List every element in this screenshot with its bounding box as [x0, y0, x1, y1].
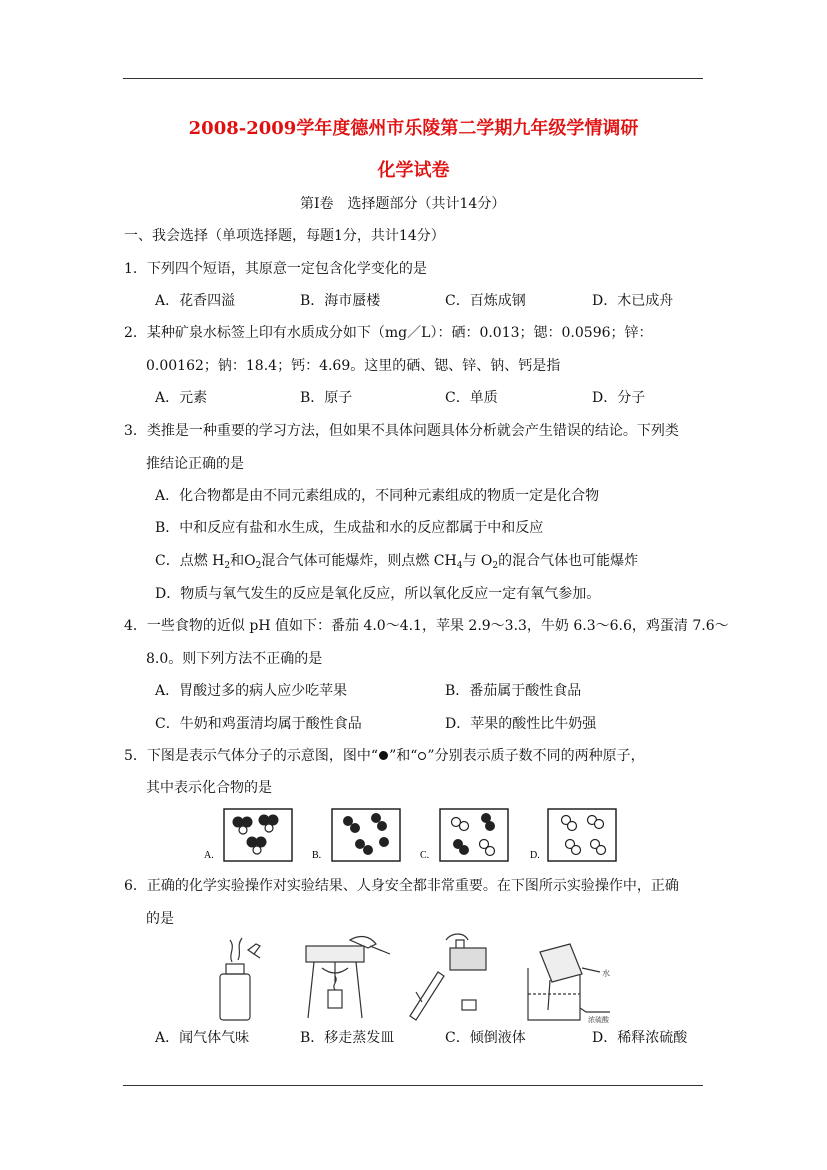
- top-rule: [123, 78, 703, 79]
- part-heading: 一、我会选择（单项选择题，每题1分，共计14分）: [124, 228, 445, 244]
- q5-stem-line1: [124, 747, 645, 765]
- q6-stem-line2: 的是: [146, 911, 174, 927]
- q5-stem-part2: ”和“: [389, 748, 418, 764]
- q4-stem-line2: 8.0。则下列方法不正确的是: [146, 651, 323, 667]
- molecule-label-a: A.: [204, 850, 214, 861]
- q4-option-b: B．番茄属于酸性食品: [445, 683, 582, 699]
- water-label: 水: [602, 969, 610, 978]
- gas-bottle-icon: [220, 938, 260, 1020]
- q2-option-a: A．元素: [155, 390, 208, 406]
- molecule-label-c: C.: [420, 850, 430, 861]
- molecule-box-b: [312, 809, 400, 861]
- acid-label: 浓硫酸: [588, 1016, 609, 1024]
- q6-lab-figure: [210, 932, 620, 1024]
- q3-stem-line2: 推结论正确的是: [146, 456, 244, 472]
- q6-stem-line1: 6．正确的化学实验操作对实验结果、人身安全都非常重要。在下图所示实验操作中，正确: [124, 878, 679, 894]
- q3-c-sub2: 2: [255, 561, 262, 571]
- q5-stem-line2: 其中表示化合物的是: [146, 780, 272, 796]
- q1-option-a: A．花香四溢: [155, 293, 236, 309]
- pouring-liquid-icon: [410, 934, 486, 1020]
- q5-stem-part3: ”分别表示质子数不同的两种原子，: [427, 748, 645, 764]
- q2-stem-line1: 2．某种矿泉水标签上印有水质成分如下（mg／L）：硒：0.013；锶：0.0596；锌：: [124, 325, 653, 341]
- q4-option-c: C．牛奶和鸡蛋清均属于酸性食品: [155, 716, 362, 732]
- exam-subject: 化学试卷: [377, 160, 450, 181]
- q3-c-part2: 和O: [230, 553, 256, 569]
- q3-c-sub3: 4: [456, 561, 463, 571]
- q3-c-sub1: 2: [224, 561, 231, 571]
- hollow-atom-icon: [418, 752, 426, 760]
- q3-c-part3: 混合气体可能爆炸，则点燃 CH: [261, 553, 457, 569]
- evaporating-dish-icon: [306, 937, 390, 1018]
- section-heading: 第Ⅰ卷 选择题部分（共计14分）: [300, 196, 506, 212]
- q3-c-part4: 与 O: [462, 553, 493, 569]
- q2-option-b: B．原子: [300, 390, 353, 406]
- q3-option-d: D．物质与氧气发生的反应是氧化反应，所以氧化反应一定有氧气参加。: [155, 586, 601, 602]
- q1-option-b: B．海市蜃楼: [300, 293, 381, 309]
- q1-option-c: C．百炼成钢: [445, 293, 526, 309]
- exam-title: 2008-2009学年度德州市乐陵第二学期九年级学情调研: [188, 118, 639, 139]
- q6-option-a: A．闻气体气味: [155, 1030, 250, 1046]
- q4-stem-line1: 4．一些食物的近似 pH 值如下：番茄 4.0～4.1，苹果 2.9～3.3，牛奶 6.3～6.6，鸡蛋清 7.6～: [124, 618, 729, 634]
- molecule-label-b: B.: [312, 850, 322, 861]
- molecule-box-c: [420, 809, 508, 861]
- q3-c-part5: 的混合气体也可能爆炸: [498, 553, 639, 569]
- q3-option-c: [155, 552, 638, 570]
- q6-option-b: B．移走蒸发皿: [300, 1030, 395, 1046]
- filled-atom-icon: [379, 751, 388, 760]
- q6-option-c: C．倾倒液体: [445, 1030, 526, 1046]
- q1-option-d: D．木已成舟: [592, 293, 674, 309]
- molecule-box-d: [530, 809, 616, 861]
- q3-c-sub4: 2: [492, 561, 499, 571]
- diluting-acid-icon: [528, 944, 610, 1024]
- q3-stem-line1: 3．类推是一种重要的学习方法，但如果不具体问题具体分析就会产生错误的结论。下列类: [124, 423, 679, 439]
- molecule-label-d: D.: [530, 850, 540, 861]
- q3-option-a: A．化合物都是由不同元素组成的，不同种元素组成的物质一定是化合物: [155, 488, 600, 504]
- q5-stem-part1: 5．下图是表示气体分子的示意图，图中“: [124, 748, 379, 764]
- q2-stem-line2: 0.00162；钠：18.4；钙：4.69。这里的硒、锶、锌、钠、钙是指: [146, 358, 561, 374]
- q3-option-b: B．中和反应有盐和水生成，生成盐和水的反应都属于中和反应: [155, 520, 544, 536]
- q4-option-a: A．胃酸过多的病人应少吃苹果: [155, 683, 348, 699]
- q2-option-c: C．单质: [445, 390, 498, 406]
- q2-option-d: D．分子: [592, 390, 646, 406]
- q3-c-part1: C．点燃 H: [155, 553, 225, 569]
- q1-stem: 1．下列四个短语，其原意一定包含化学变化的是: [124, 261, 427, 277]
- q6-option-d: D．稀释浓硫酸: [592, 1030, 688, 1046]
- q4-option-d: D．苹果的酸性比牛奶强: [445, 716, 597, 732]
- q5-molecule-figure: [200, 806, 640, 868]
- bottom-rule: [123, 1085, 703, 1086]
- molecule-box-a: [204, 809, 292, 861]
